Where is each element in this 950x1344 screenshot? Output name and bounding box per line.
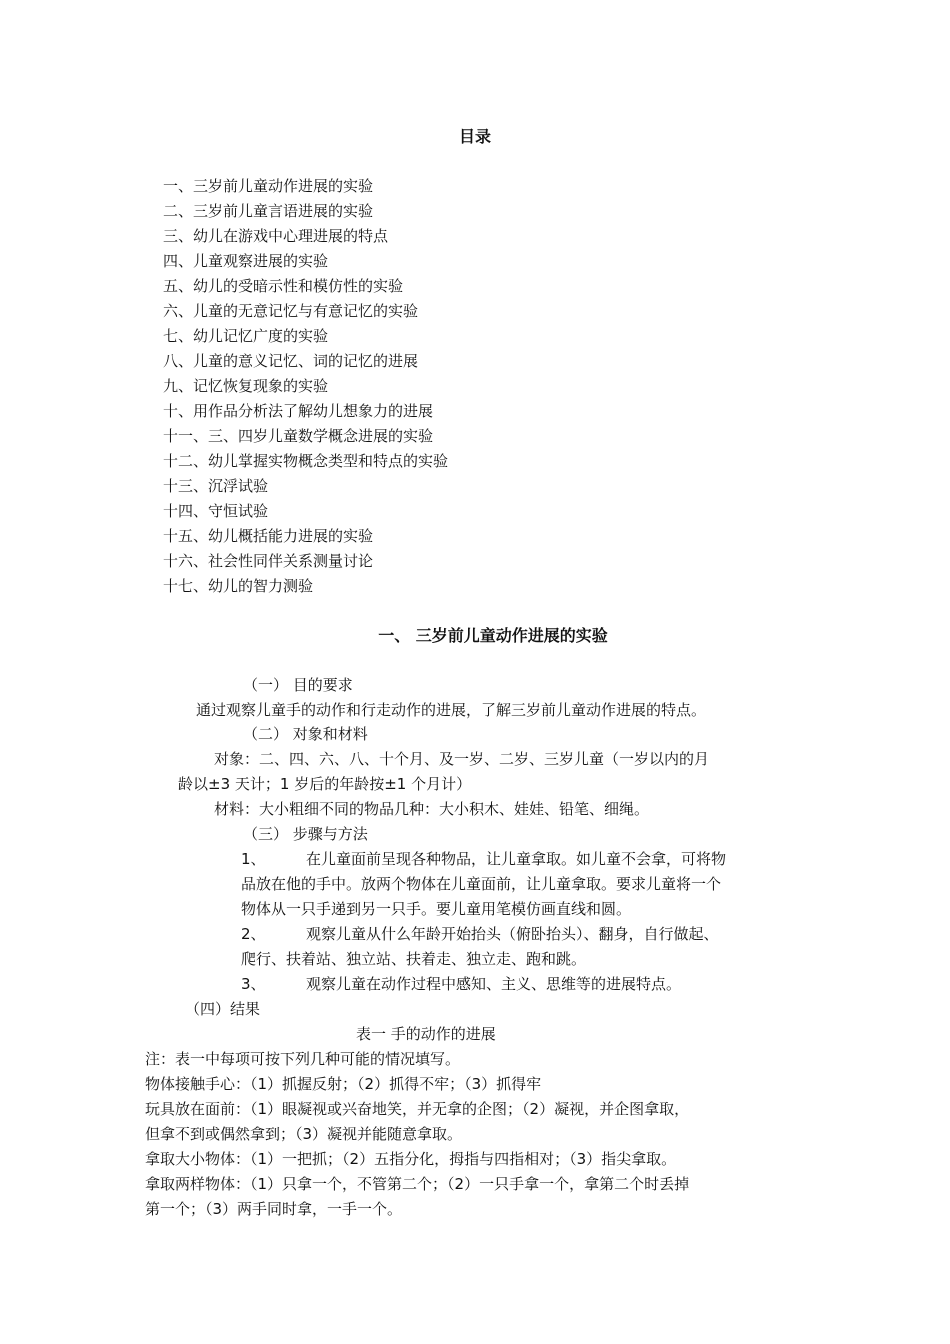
note-line: 拿取大小物体：（1）一把抓；（2）五指分化，拇指与四指相对；（3）指尖拿取。 xyxy=(145,1150,677,1168)
paragraph-line: 爬行、扶着站、独立站、扶着走、独立走、跑和跳。 xyxy=(241,950,587,968)
table-caption: 表一 手的动作的进展 xyxy=(356,1025,496,1043)
toc-item: 十七、幼儿的智力测验 xyxy=(163,577,314,595)
toc-item: 三、幼儿在游戏中心理进展的特点 xyxy=(163,227,389,245)
toc-item: 二、三岁前儿童言语进展的实验 xyxy=(163,202,374,220)
paragraph-line: 观察儿童从什么年龄开始抬头（俯卧抬头）、翻身，自行做起、 xyxy=(306,925,719,943)
paragraph-line: 龄以±3 天计；1 岁后的年龄按±1 个月计） xyxy=(178,775,472,793)
step-number: 2、 xyxy=(241,925,266,943)
toc-item: 四、儿童观察进展的实验 xyxy=(163,252,329,270)
toc-item: 七、幼儿记忆广度的实验 xyxy=(163,327,329,345)
toc-item: 六、儿童的无意记忆与有意记忆的实验 xyxy=(163,302,419,320)
paragraph-line: 在儿童面前呈现各种物品，让儿童拿取。如儿童不会拿，可将物 xyxy=(306,850,727,868)
toc-item: 五、幼儿的受暗示性和模仿性的实验 xyxy=(163,277,404,295)
toc-item: 十、用作品分析法了解幼儿想象力的进展 xyxy=(163,402,434,420)
toc-item: 十三、沉浮试验 xyxy=(163,477,269,495)
toc-item: 十一、三、四岁儿童数学概念进展的实验 xyxy=(163,427,434,445)
toc-item: 十六、社会性同伴关系测量讨论 xyxy=(163,552,374,570)
toc-item: 十二、幼儿掌握实物概念类型和特点的实验 xyxy=(163,452,449,470)
toc-item: 九、记忆恢复现象的实验 xyxy=(163,377,329,395)
step-number: 1、 xyxy=(241,850,266,868)
paragraph-line: 观察儿童在动作过程中感知、主义、思维等的进展特点。 xyxy=(306,975,682,993)
subheading-subjects-materials: （二） 对象和材料 xyxy=(243,725,368,743)
paragraph-line: 品放在他的手中。放两个物体在儿童面前，让儿童拿取。要求儿童将一个 xyxy=(241,875,722,893)
subheading-results: （四）结果 xyxy=(185,1000,261,1018)
toc-title: 目录 xyxy=(458,127,491,146)
toc-item: 十四、守恒试验 xyxy=(163,502,269,520)
subheading-objectives: （一） 目的要求 xyxy=(243,676,353,694)
section-title: 一、 三岁前儿童动作进展的实验 xyxy=(378,626,608,645)
toc-item: 八、儿童的意义记忆、词的记忆的进展 xyxy=(163,352,419,370)
note-line: 注：表一中每项可按下列几种可能的情况填写。 xyxy=(145,1050,461,1068)
paragraph-line: 物体从一只手递到另一只手。要儿童用笔模仿画直线和圆。 xyxy=(241,900,632,918)
paragraph-line: 对象：二、四、六、八、十个月、及一岁、二岁、三岁儿童（一岁以内的月 xyxy=(214,750,710,768)
note-line: 拿取两样物体：（1）只拿一个，不管第二个；（2）一只手拿一个，拿第二个时丢掉 xyxy=(145,1175,690,1193)
paragraph-line: 材料：大小粗细不同的物品几种：大小积木、娃娃、铅笔、细绳。 xyxy=(214,800,650,818)
note-line: 但拿不到或偶然拿到；（3）凝视并能随意拿取。 xyxy=(145,1125,463,1143)
note-line: 第一个；（3）两手同时拿，一手一个。 xyxy=(145,1200,403,1218)
note-line: 玩具放在面前：（1）眼凝视或兴奋地笑，并无拿的企图；（2）凝视，并企图拿取， xyxy=(145,1100,690,1118)
note-line: 物体接触手心：（1）抓握反射；（2）抓得不牢；（3）抓得牢 xyxy=(145,1075,542,1093)
toc-item: 一、三岁前儿童动作进展的实验 xyxy=(163,177,374,195)
toc-list xyxy=(163,176,448,601)
step-number: 3、 xyxy=(241,975,266,993)
paragraph-line: 通过观察儿童手的动作和行走动作的进展，了解三岁前儿童动作进展的特点。 xyxy=(196,701,707,719)
subheading-steps-methods: （三） 步骤与方法 xyxy=(243,825,368,843)
toc-item: 十五、幼儿概括能力进展的实验 xyxy=(163,527,374,545)
